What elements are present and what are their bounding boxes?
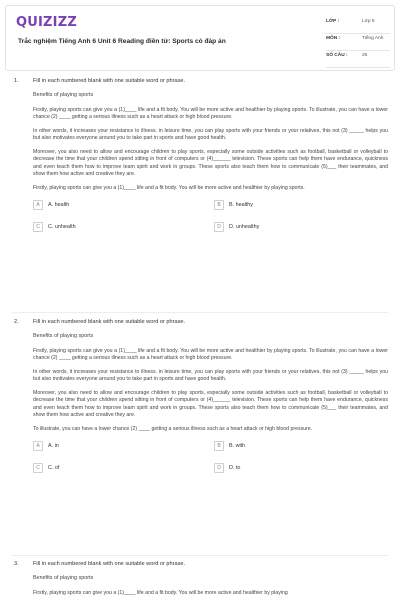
passage-paragraph: Moreover, you also need to allow and encourage children to play sports, especially some outside activities such as football, basketball or volleyball to decrease the time that your children spend sitting in front of computers or (4)______ television. These sports can help them have endurance, quickness and even teach them how to improve team spirit and work in groups. These sports also teach them how to communicate (5)___ their teammates, and show them how active and creative they are.	[33, 390, 388, 418]
option-c[interactable]	[33, 462, 59, 474]
passage-title: Benefits of playing sports	[33, 575, 94, 581]
question-number: 2.	[14, 319, 19, 325]
option-letter-box: C	[33, 222, 43, 232]
option-letter-box: B	[214, 441, 224, 451]
question-prompt: Fill in each numbered blank with one suitable word or phrase.	[33, 78, 186, 84]
question-prompt: Fill in each numbered blank with one suitable word or phrase.	[33, 561, 186, 567]
answer-options	[33, 440, 388, 484]
passage-paragraph: In other words, it increases your resistance to illness. in leisure time, you can play sports with your friends or your relatives, this not (3) _____ helps you but also motivates everyone around you to take part in sports and have good health.	[33, 369, 388, 383]
question-stem: To illustrate, you can have a lower chance (2) ____ getting a serious illness such as a heart attack or high blood pressure.	[33, 425, 313, 432]
option-text: B. with	[229, 442, 246, 449]
meta-value: 25	[362, 53, 368, 58]
option-text: D. unhealthy	[229, 223, 260, 230]
question-prompt: Fill in each numbered blank with one suitable word or phrase.	[33, 319, 186, 325]
meta-key: LỚP :	[326, 19, 340, 24]
option-b[interactable]	[214, 440, 245, 452]
question-number: 1.	[14, 78, 19, 84]
meta-row-grade	[326, 19, 390, 34]
meta-row-subject	[326, 36, 390, 51]
option-letter-box: C	[33, 463, 43, 473]
option-text: D. to	[229, 464, 241, 471]
option-a[interactable]	[33, 440, 59, 452]
passage-paragraph: Moreover, you also need to allow and encourage children to play sports, especially some outside activities such as football, basketball or volleyball to decrease the time that your children spend sitting in front of computers or (4)______ television. These sports can help them have endurance, quickness and even teach them how to improve team spirit and work in groups. These sports also teach them how to communicate (5)___ their teammates, and show them how active and creative they are.	[33, 149, 388, 177]
question-number: 3.	[14, 561, 19, 567]
passage-paragraph: Firstly, playing sports can give you a (1)____ life and a fit body. You will be more active and healthier by playing sports. To illustrate, you can have a lower chance (2) ____ getting a serious illness such as a heart attack or high blood pressure.	[33, 107, 388, 121]
option-letter-box: A	[33, 441, 43, 451]
meta-value: Lớp 6	[362, 19, 375, 24]
option-text: C. unhealth	[48, 223, 76, 230]
worksheet-title: Trắc nghiệm Tiếng Anh 6 Unit 6 Reading điền từ: Sports có đáp án	[18, 38, 226, 45]
option-text: C. of	[48, 464, 60, 471]
quizizz-logo[interactable]: QUIZIZZ	[16, 15, 77, 30]
option-d[interactable]	[214, 462, 240, 474]
meta-value: Tiếng Anh	[362, 36, 384, 41]
option-c[interactable]	[33, 221, 76, 233]
option-d[interactable]	[214, 221, 259, 233]
option-letter-box: B	[214, 200, 224, 210]
option-text: A. health	[48, 201, 70, 208]
option-b[interactable]	[214, 199, 253, 211]
worksheet-header	[5, 5, 395, 71]
question-divider	[12, 555, 388, 556]
passage-paragraph: Firstly, playing sports can give you a (1)____ life and a fit body. You will be more active and healthier by playing	[33, 590, 288, 596]
option-a[interactable]	[33, 199, 69, 211]
worksheet-meta	[326, 19, 390, 70]
meta-key: SỐ CÂU :	[326, 53, 348, 58]
question-stem: Firstly, playing sports can give you a (1)____ life and a fit body. You will be more active and healthier by playing sports.	[33, 184, 305, 191]
option-letter-box: D	[214, 222, 224, 232]
answer-options	[33, 199, 388, 243]
option-text: A. in	[48, 442, 59, 449]
passage-paragraph: Firstly, playing sports can give you a (1)____ life and a fit body. You will be more active and healthier by playing sports. To illustrate, you can have a lower chance (2) ____ getting a serious illness such as a heart attack or high blood pressure.	[33, 348, 388, 362]
option-letter-box: D	[214, 463, 224, 473]
passage-paragraph: In other words, it increases your resistance to illness. in leisure time, you can play sports with your friends or your relatives, this not (3) _____ helps you but also motivates everyone around you to take part in sports and have good health.	[33, 128, 388, 142]
meta-row-question-count	[326, 53, 390, 68]
question-divider	[12, 312, 388, 313]
meta-key: MÔN :	[326, 36, 341, 41]
passage-title: Benefits of playing sports	[33, 333, 94, 339]
passage-title: Benefits of playing sports	[33, 92, 94, 98]
option-letter-box: A	[33, 200, 43, 210]
option-text: B. healthy	[229, 201, 253, 208]
